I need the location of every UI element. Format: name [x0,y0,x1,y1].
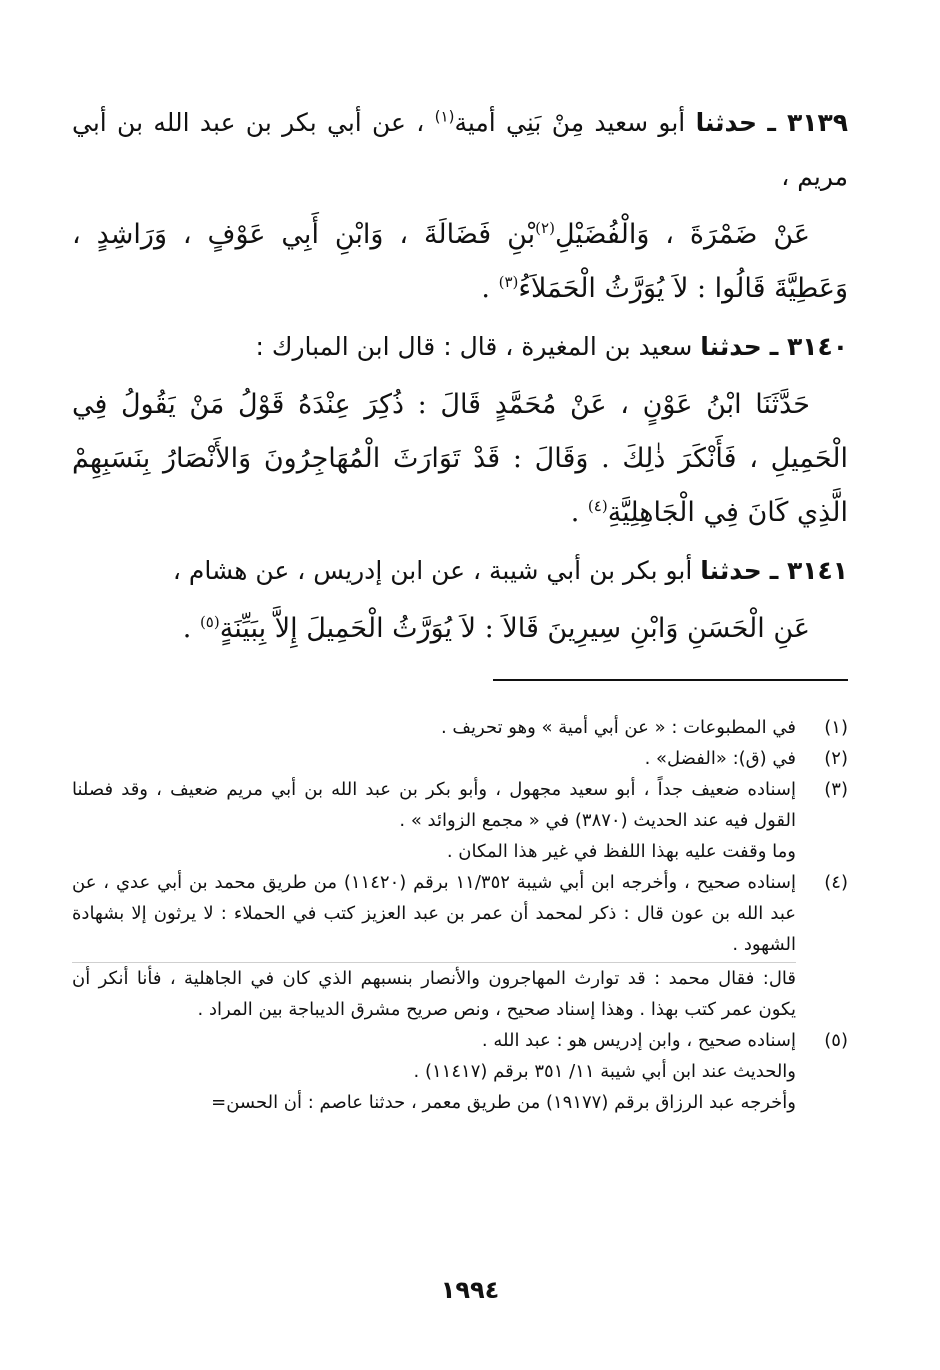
matn-text: بْنِ فَضَالَةَ ، وَابْنِ أَبِي عَوْفٍ ، وَرَاشِدٍ ، وَعَطِيَّةَ قَالُوا : لاَ يُوَرَّثُ الْحَمَلاَءُ [72,219,848,304]
footnote-line: قال: فقال محمد : قد توارث المهاجرون والأنصار بنسبهم الذي كان في الجاهلية ، فأنا أنكر أن يكون عمر كتب بهذا . وهذا إسناد صحيح ، ونص صريح مشرق الديباجة بين المراد . [72,968,796,1020]
hadith-3139 [72,96,848,316]
footnote-label: (٣) [824,779,848,800]
footnotes [72,712,848,1118]
footnote-line: في المطبوعات : « عن أبي أمية » وهو تحريف . [440,717,796,738]
main-text [72,96,848,660]
hadith-number: ٣١٤٠ ـ [769,332,848,361]
hadith-3140 [72,320,848,540]
page-number: ١٩٩٤ [440,1276,500,1304]
matn-end: . [570,497,580,528]
hadith-lead: حدثنا [700,332,762,361]
chain-text: سعيد بن المغيرة ، قال : قال ابن المبارك : [255,332,693,361]
matn-end: . [481,273,490,304]
footnote-label: (٤) [824,872,848,893]
hadith-3141 [72,544,848,656]
footnote-line: في (ق): «الفضل» . [644,748,796,769]
footnote-ref: (١) [434,107,455,126]
footnote-ref: (٥) [199,613,220,631]
hadith-chain [72,320,848,374]
footnote-label: (٥) [824,1030,848,1051]
footnote-body [72,1025,796,1118]
footnote-line: وما وقفت عليه بهذا اللفظ في غير هذا المكان . [446,841,796,862]
footnote-line: إسناده صحيح ، وأخرجه ابن أبي شيبة ١١/٣٥٢ برقم (١١٤٢٠) من طريق محمد بن أبي عدي ، عن عبد الله بن عون قال : ذكر لمحمد أن عمر بن عبد العزيز كتب في الحملاء : لا يرثون إلا بشهادة الشهود . [72,872,796,955]
chain-text: أبو بكر بن أبي شيبة ، عن ابن إدريس ، عن هشام ، [172,556,693,585]
matn-text: عَنْ ضَمْرَةَ ، وَالْفُضَيْلِ [554,219,811,250]
chain-text: أبو سعيد مِنْ بَنِي أمية [454,108,686,137]
footnote-3 [72,774,848,867]
hadith-lead: حدثنا [695,108,758,137]
footnote-body [72,743,796,774]
matn-end: . [182,613,192,644]
matn-text: حَدَّثَنَا ابْنُ عَوْنٍ ، عَنْ مُحَمَّدٍ قَالَ : ذُكِرَ عِنْدَهُ قَوْلُ مَنْ يَقُولُ فِي الْحَمِيلِ ، فَأَنْكَرَ ذٰلِكَ . وَقَالَ : قَدْ تَوَارَثَ الْمُهَاجِرُونَ وَالأَنْصَارُ بِنَسَبِهِمْ الَّذِي كَانَ فِي الْجَاهِلِيَّةِ [72,389,848,528]
hadith-matn [72,602,848,656]
footnote-divider [493,679,848,681]
footnote-ref: (٢) [535,219,555,237]
hadith-matn [72,378,848,540]
footnote-line: وأخرجه عبد الرزاق برقم (١٩١٧٧) من طريق معمر ، حدثنا عاصم : أن الحسن= [211,1092,796,1113]
footnote-ref: (٤) [587,497,608,515]
hadith-matn [72,208,848,316]
footnote-body [72,867,796,1025]
footnote-4 [72,867,848,1025]
hadith-number: ٣١٤١ ـ [769,556,848,585]
chain-text: ، عن أبي بكر بن عبد الله بن أبي مريم ، [72,108,848,191]
footnote-label: (١) [824,717,848,738]
footnote-label: (٢) [824,748,848,769]
footnote-line: إسناده صحيح ، وابن إدريس هو : عبد الله . [481,1030,796,1051]
footnote-2 [72,743,848,774]
hadith-chain [72,96,848,204]
footnote-ref: (٣) [498,273,519,291]
hadith-number: ٣١٣٩ ـ [767,108,848,137]
footnote-body [72,774,796,867]
hadith-chain [72,544,848,598]
footnote-1 [72,712,848,743]
hadith-lead: حدثنا [700,556,762,585]
footnote-body [72,712,796,743]
matn-text: عَنِ الْحَسَنِ وَابْنِ سِيرِينَ قَالاَ : لاَ يُوَرَّثُ الْحَمِيلَ إِلاَّ بِبَيِّنَةٍ [219,613,810,644]
footnote-line: والحديث عند ابن أبي شيبة ١١/ ٣٥١ برقم (١١٤١٧) . [413,1061,796,1082]
footnote-5 [72,1025,848,1118]
footnote-line: إسناده ضعيف جداً ، أبو سعيد مجهول ، وأبو بكر بن عبد الله بن أبي مريم ضعيف ، وقد فصلنا القول فيه عند الحديث (٣٨٧٠) في « مجمع الزوائد » . [72,779,796,831]
